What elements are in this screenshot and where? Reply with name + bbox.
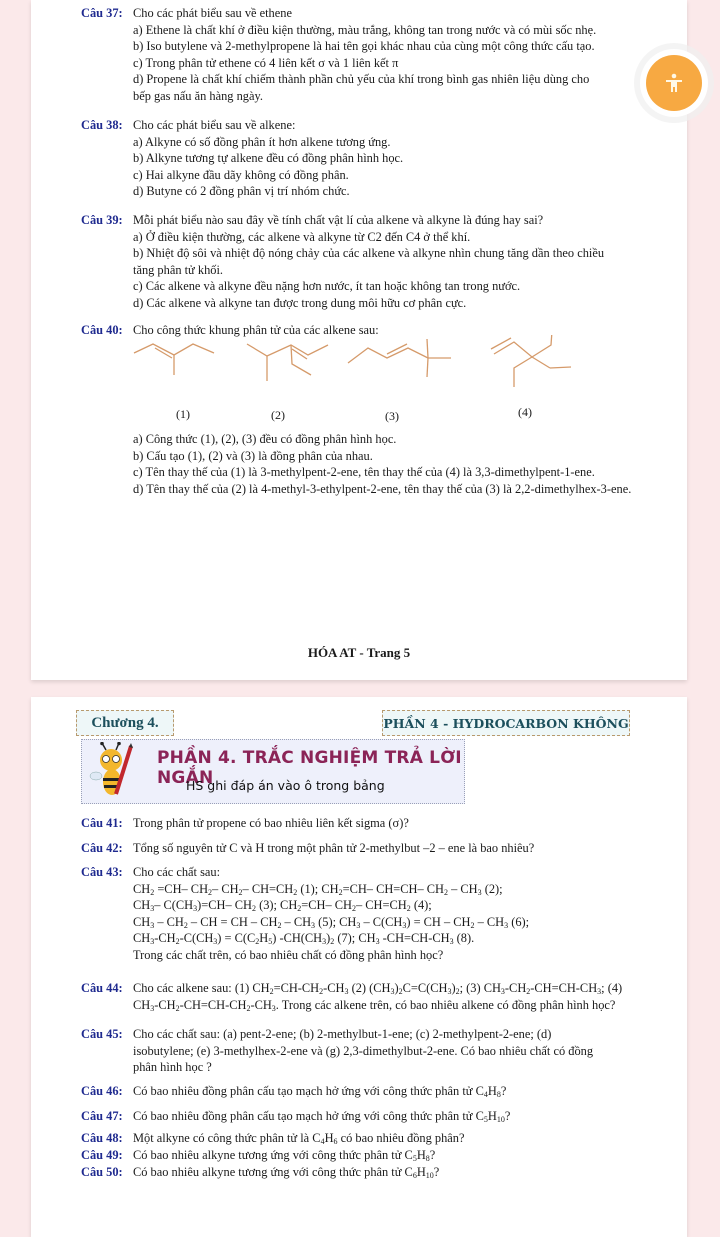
banner-subtitle: HS ghi đáp án vào ô trong bảng	[186, 778, 385, 793]
option-a: a) Ethene là chất khí ở điều kiện thường, màu trắng, không tan trong nước và có mùi sốc nhẹ.	[133, 22, 597, 37]
question-text-continued: phân hình học ?	[133, 1060, 212, 1074]
option-b: b) Iso butylene và 2-methylpropene là hai tên gọi khác nhau của cùng một công thức cấu tạo.	[133, 39, 595, 53]
question-number: Câu 37:	[81, 6, 123, 20]
formula-line-2: $CH_3-$ $C(CH_3)=CH-$ $CH_2$ (3); $CH_2=CH-$ $CH_2-$ $CH=CH_2$ (4);	[133, 898, 432, 913]
option-d: d) Propene là chất khí chiếm thành phần chủ yếu của khí trong bình gas nhiên liệu dùng cho	[133, 72, 590, 86]
option-c: c) Tên thay thế của (1) là 3-methylpent-2-ene, tên thay thế của (4) là 3,3-dimethylpent-1-ene.	[133, 465, 595, 479]
question-text: Có bao nhiêu đồng phân cấu tạo mạch hở ứng với công thức phân tử $C_4H_8$?	[133, 1084, 507, 1099]
molecule-2-icon	[247, 344, 328, 381]
question-text: Cho các alkene sau: (1) $CH_2=CH-CH_2-CH_3$ (2) $(CH_3)_2C=C(CH_3)_2$; (3) $CH_3-CH_2-CH=CH-CH_3$; (4)	[133, 981, 623, 996]
question-number: Câu 44:	[81, 981, 123, 995]
question-41	[81, 815, 667, 832]
question-text: Tổng số nguyên tử C và H trong một phân tử 2-methylbut –2 – ene là bao nhiêu?	[133, 841, 535, 855]
question-40-options	[81, 431, 667, 497]
bee-mascot-icon	[86, 742, 144, 802]
question-37	[81, 5, 667, 104]
part-label: PHẦN 4 - HYDROCARBON KHÔNG	[382, 710, 630, 736]
option-d: d) Các alkene và alkyne tan được trong dung môi hữu cơ phân cực.	[133, 295, 467, 310]
question-text: Một alkyne có công thức phân tử là $C_4H_6$ có bao nhiêu đồng phân?	[133, 1131, 465, 1146]
molecule-4-icon	[491, 335, 571, 387]
document-page-6	[31, 697, 687, 1237]
option-c: c) Các alkene và alkyne đều nặng hơn nước, ít tan hoặc không tan trong nước.	[133, 279, 521, 293]
alkene-skeleton-diagrams	[31, 335, 687, 425]
page-footer: HÓA AT - Trang 5	[307, 645, 411, 660]
question-text: Cho công thức khung phân tử của các alkene sau:	[133, 323, 379, 337]
option-b-continued: tăng phân tử khối.	[133, 262, 223, 277]
section-banner	[81, 739, 465, 804]
question-number: Câu 48:	[81, 1131, 123, 1145]
skeletal-formulas	[31, 335, 687, 425]
option-a: a) Ở điều kiện thường, các alkene và alkyne từ C2 đến C4 ở thể khí.	[133, 229, 471, 244]
formula-line-3: $CH_3 - CH_2$ – CH = CH – $CH_2 - CH_3$ (5); $CH_3 - C(CH_3)$ = CH – $CH_2 - CH_3$ (6);	[133, 914, 530, 930]
molecule-label-4: (4)	[518, 405, 532, 419]
molecule-label-2: (2)	[271, 408, 285, 422]
option-d: d) Butyne có 2 đồng phân vị trí nhóm chức.	[133, 184, 350, 198]
question-number: Câu 46:	[81, 1084, 123, 1098]
question-text: Cho các chất sau: (a) pent-2-ene; (b) 2-methylbut-1-ene; (c) 2-methylpent-2-ene; (d)	[133, 1027, 552, 1041]
option-b: b) Alkyne tương tự alkene đều có đồng phân hình học.	[133, 151, 404, 165]
question-text: Cho các chất sau:	[133, 865, 221, 879]
question-number: Câu 42:	[81, 841, 123, 855]
option-b: b) Nhiệt độ sôi và nhiệt độ nóng chảy của các alkene và alkyne nhìn chung tăng dần theo chiều	[133, 246, 605, 260]
question-number: Câu 49:	[81, 1148, 123, 1162]
question-45	[81, 1026, 667, 1076]
question-number: Câu 45:	[81, 1027, 123, 1041]
option-a: a) Công thức (1), (2), (3) đều có đồng phân hình học.	[133, 432, 397, 446]
question-text: Có bao nhiêu đồng phân cấu tạo mạch hở ứng với công thức phân tử $C_5H_{10}$?	[133, 1109, 511, 1124]
formula-line-1: $CH_2 =CH-$ $CH_2-$ $CH_2-$ $CH=CH_2$ (1); $CH_2=CH-$ CH=CH– $CH_2 - CH_3$ (2);	[133, 881, 503, 897]
question-46	[81, 1083, 667, 1100]
document-page-5	[31, 0, 687, 680]
question-number: Câu 47:	[81, 1109, 123, 1123]
molecule-label-3: (3)	[385, 409, 399, 423]
question-number: Câu 38:	[81, 118, 123, 132]
question-43	[81, 864, 667, 963]
question-48	[81, 1130, 667, 1147]
question-42	[81, 840, 667, 857]
question-39	[81, 212, 667, 311]
option-a: a) Alkyne có số đồng phân ít hơn alkene tương ứng.	[133, 134, 391, 149]
question-text: Có bao nhiêu alkyne tương ứng với công thức phân tử $C_5H_8$?	[133, 1148, 436, 1163]
question-text-continued: $CH_3-CH_2-CH=CH-CH_2-CH_3$. Trong các alkene trên, có bao nhiêu alkene có đồng phân hình học?	[133, 997, 616, 1013]
option-d-continued: bếp gas nấu ăn hàng ngày.	[133, 88, 263, 103]
option-b: b) Cấu tạo (1), (2) và (3) là đồng phân của nhau.	[133, 448, 373, 463]
option-d: d) Tên thay thế của (2) là 4-methyl-3-ethylpent-2-ene, tên thay thế của (3) là 2,2-dimethylhex-3-ene.	[133, 481, 632, 496]
option-c: c) Hai alkyne đầu dãy không có đồng phân.	[133, 167, 349, 182]
question-47	[81, 1108, 667, 1125]
question-text-continued: isobutylene; (e) 3-methylhex-2-ene và (g) 2,3-dimethylbut-2-ene. Có bao nhiêu chất có đồng	[133, 1043, 594, 1058]
question-number: Câu 40:	[81, 323, 123, 337]
question-number: Câu 43:	[81, 865, 123, 879]
accessibility-person-icon	[663, 72, 685, 94]
question-text: Cho các phát biểu sau về ethene	[133, 6, 292, 20]
question-38	[81, 117, 667, 200]
accessibility-button[interactable]	[646, 55, 702, 111]
question-50	[81, 1164, 667, 1181]
question-44	[81, 980, 667, 1013]
question-text: Trong phân tử propene có bao nhiêu liên kết sigma (σ)?	[133, 816, 409, 830]
molecule-3-icon	[348, 339, 451, 377]
question-prompt: Trong các chất trên, có bao nhiêu chất có đồng phân hình học?	[133, 947, 444, 962]
question-number: Câu 41:	[81, 816, 123, 830]
question-text: Mỗi phát biểu nào sau đây về tính chất vật lí của alkene và alkyne là đúng hay sai?	[133, 213, 544, 227]
question-text: Có bao nhiêu alkyne tương ứng với công thức phân tử $C_6H_{10}$?	[133, 1165, 440, 1180]
question-number: Câu 39:	[81, 213, 123, 227]
banner-title: PHẦN 4. TRẮC NGHIỆM TRẢ LỜI NGẮN	[157, 748, 462, 788]
option-c: c) Trong phân tử ethene có 4 liên kết σ và 1 liên kết π	[133, 55, 399, 70]
chapter-label: Chương 4.	[76, 710, 174, 736]
molecule-1-icon	[134, 344, 214, 375]
question-number: Câu 50:	[81, 1165, 123, 1179]
formula-line-4: $CH_3-CH_2-C(CH_3) = C(C_2H_5)$ $-CH(CH_3)_2$ (7); $CH_3$ $-CH=CH-CH_3$ (8).	[133, 931, 475, 946]
question-text: Cho các phát biểu sau về alkene:	[133, 118, 296, 132]
question-49	[81, 1147, 667, 1164]
molecule-label-1: (1)	[176, 407, 190, 421]
